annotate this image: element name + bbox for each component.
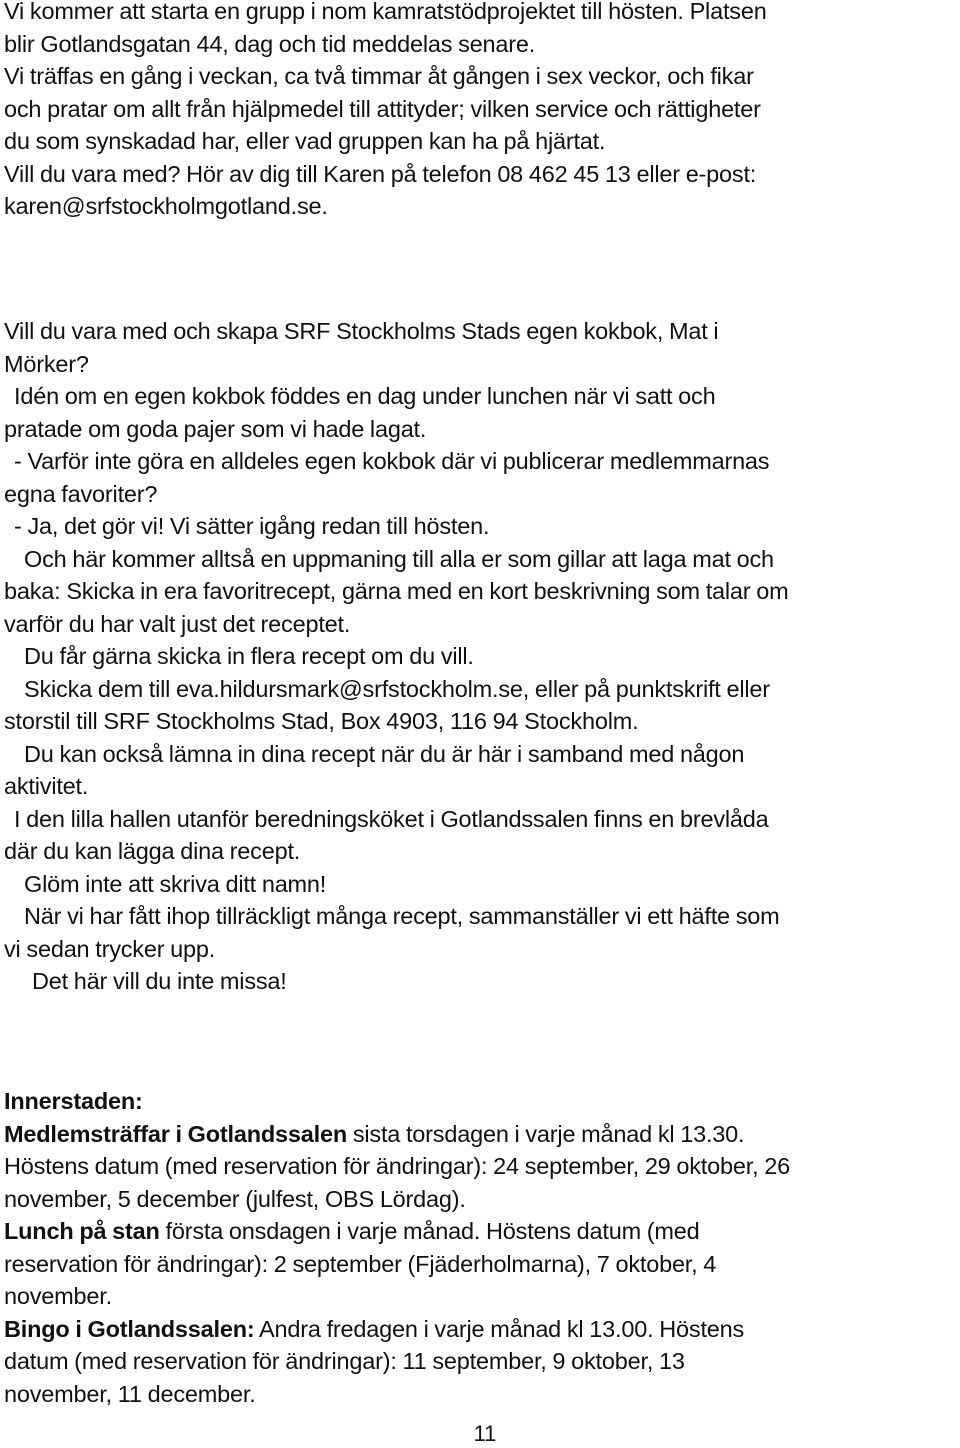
- text-line: blir Gotlandsgatan 44, dag och tid meddelas senare.: [4, 30, 536, 57]
- text-line: datum (med reservation för ändringar): 11 september, 9 oktober, 13: [4, 1348, 685, 1374]
- text-line: Du kan också lämna in dina recept när du är här i samband med någon: [24, 740, 745, 767]
- cookbook-heading-line: Mörker?: [4, 350, 89, 377]
- text-line: där du kan lägga dina recept.: [4, 838, 301, 864]
- text-line: november, 5 december (julfest, OBS Lördag).: [4, 1185, 466, 1212]
- text-line: I den lilla hallen utanför beredningsköket i Gotlandssalen finns en brevlåda: [14, 805, 769, 832]
- lunch-line: [0, 1215, 960, 1248]
- text-line: Och här kommer alltså en uppmaning till alla er som gillar att laga mat och: [24, 545, 774, 572]
- text-line: och pratar om allt från hjälpmedel till attityder; vilken service och rättigheter: [4, 95, 761, 122]
- events-heading: Innerstaden:: [4, 1088, 143, 1114]
- text-line: pratade om goda pajer som vi hade lagat.: [4, 415, 427, 442]
- text-line: karen@srfstockholmgotland.se.: [4, 193, 328, 219]
- dialogue-line: - Ja, det gör vi! Vi sätter igång redan till hösten.: [14, 513, 490, 539]
- text-line: varför du har valt just det receptet.: [4, 610, 351, 637]
- text-line: Glöm inte att skriva ditt namn!: [24, 870, 327, 897]
- text-line: När vi har fått ihop tillräckligt många recept, sammanställer vi ett häfte som: [24, 903, 780, 929]
- dialogue-line: - Varför inte göra en alldeles egen kokbok där vi publicerar medlemmarnas: [14, 448, 770, 474]
- text-line: Det här vill du inte missa!: [32, 968, 287, 994]
- text-line: egna favoriter?: [4, 480, 158, 507]
- text-line: vi sedan trycker upp.: [4, 935, 216, 962]
- text-line: Du får gärna skicka in flera recept om du vill.: [24, 643, 474, 669]
- text-line: Idén om en egen kokbok föddes en dag under lunchen när vi satt och: [14, 383, 716, 409]
- text-line: aktivitet.: [4, 773, 89, 799]
- lunch-text: första onsdagen i varje månad. Höstens datum (med: [159, 1218, 700, 1244]
- lunch-label: Lunch på stan: [4, 1218, 160, 1244]
- events-heading-line: [0, 1085, 960, 1118]
- meetings-text: sista torsdagen i varje månad kl 13.30.: [347, 1120, 745, 1147]
- text-line: Höstens datum (med reservation för ändringar): 24 september, 29 oktober, 26: [4, 1153, 790, 1179]
- page-number: 11: [473, 1421, 497, 1446]
- cookbook-heading-line: Vill du vara med och skapa SRF Stockholms Stads egen kokbok, Mat i: [4, 318, 719, 344]
- intro-paragraph: [0, 0, 960, 223]
- bingo-line: [0, 1313, 960, 1346]
- text-line: reservation för ändringar): 2 september (Fjäderholmarna), 7 oktober, 4: [4, 1250, 717, 1277]
- meetings-label: Medlemsträffar i Gotlandssalen: [4, 1120, 347, 1147]
- text-line: storstil till SRF Stockholms Stad, Box 4903, 116 94 Stockholm.: [4, 708, 639, 734]
- bingo-label: Bingo i Gotlandssalen:: [4, 1315, 255, 1342]
- text-line: Vi träffas en gång i veckan, ca två timmar åt gången i sex veckor, och fikar: [4, 63, 754, 89]
- text-line: Vi kommer att starta en grupp i nom kamratstödprojektet till hösten. Platsen: [4, 0, 767, 24]
- events-section: [0, 1085, 960, 1410]
- text-line: baka: Skicka in era favoritrecept, gärna med en kort beskrivning som talar om: [4, 578, 789, 604]
- meetings-line: [0, 1118, 960, 1151]
- cookbook-section: [0, 315, 960, 998]
- bingo-text: Andra fredagen i varje månad kl 13.00. Höstens: [254, 1315, 745, 1342]
- text-line: Skicka dem till eva.hildursmark@srfstockholm.se, eller på punktskrift eller: [24, 675, 770, 702]
- text-line: du som synskadad har, eller vad gruppen kan ha på hjärtat.: [4, 128, 606, 154]
- text-line: november, 11 december.: [4, 1380, 256, 1407]
- text-line: Vill du vara med? Hör av dig till Karen på telefon 08 462 45 13 eller e-post:: [4, 160, 757, 187]
- text-line: november.: [4, 1283, 112, 1309]
